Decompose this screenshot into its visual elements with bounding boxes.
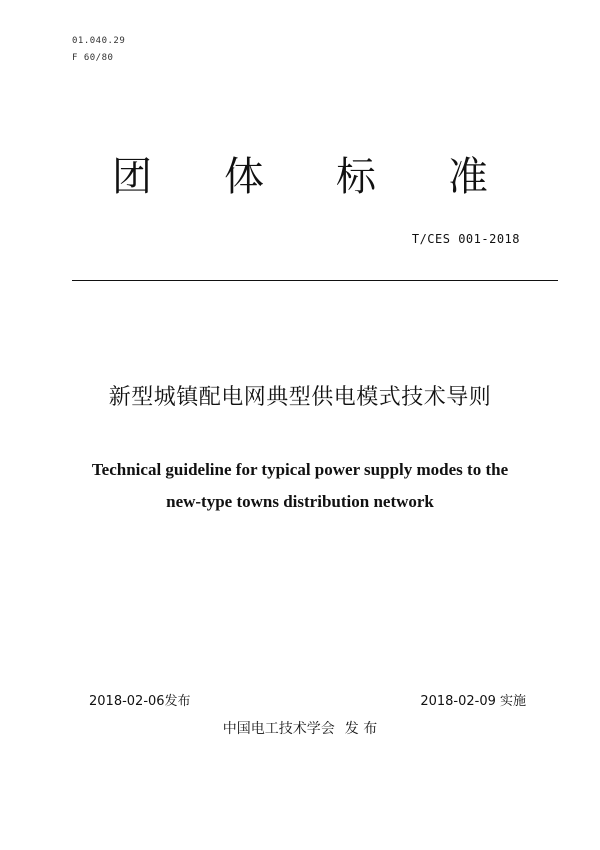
ics-code: 01.040.29: [72, 36, 126, 46]
title-english: [0, 454, 600, 518]
implementation-date: 2018-02-09 实施: [420, 694, 526, 709]
title-chinese: 新型城镇配电网典型供电模式技术导则: [108, 385, 492, 410]
title-english-line-2: new-type towns distribution network: [166, 492, 434, 511]
standard-type-char-2: 体: [224, 154, 264, 200]
title-english-line-1: Technical guideline for typical power supply modes to the: [91, 460, 509, 479]
standard-type-char-1: 团: [112, 154, 152, 200]
standard-type-char-3: 标: [336, 154, 376, 200]
standard-type-char-4: 准: [448, 154, 488, 200]
publisher-line: [0, 718, 600, 738]
standard-type-heading: [60, 152, 540, 202]
publisher-name: 中国电工技术学会: [222, 721, 335, 737]
classification-codes: [72, 33, 125, 67]
publisher-action: 发 布: [344, 721, 378, 737]
header-divider: [72, 280, 558, 281]
issue-date: 2018-02-06发布: [89, 694, 191, 709]
standard-number: T/CES 001-2018: [411, 232, 520, 246]
ccs-code: F 60/80: [72, 53, 114, 63]
